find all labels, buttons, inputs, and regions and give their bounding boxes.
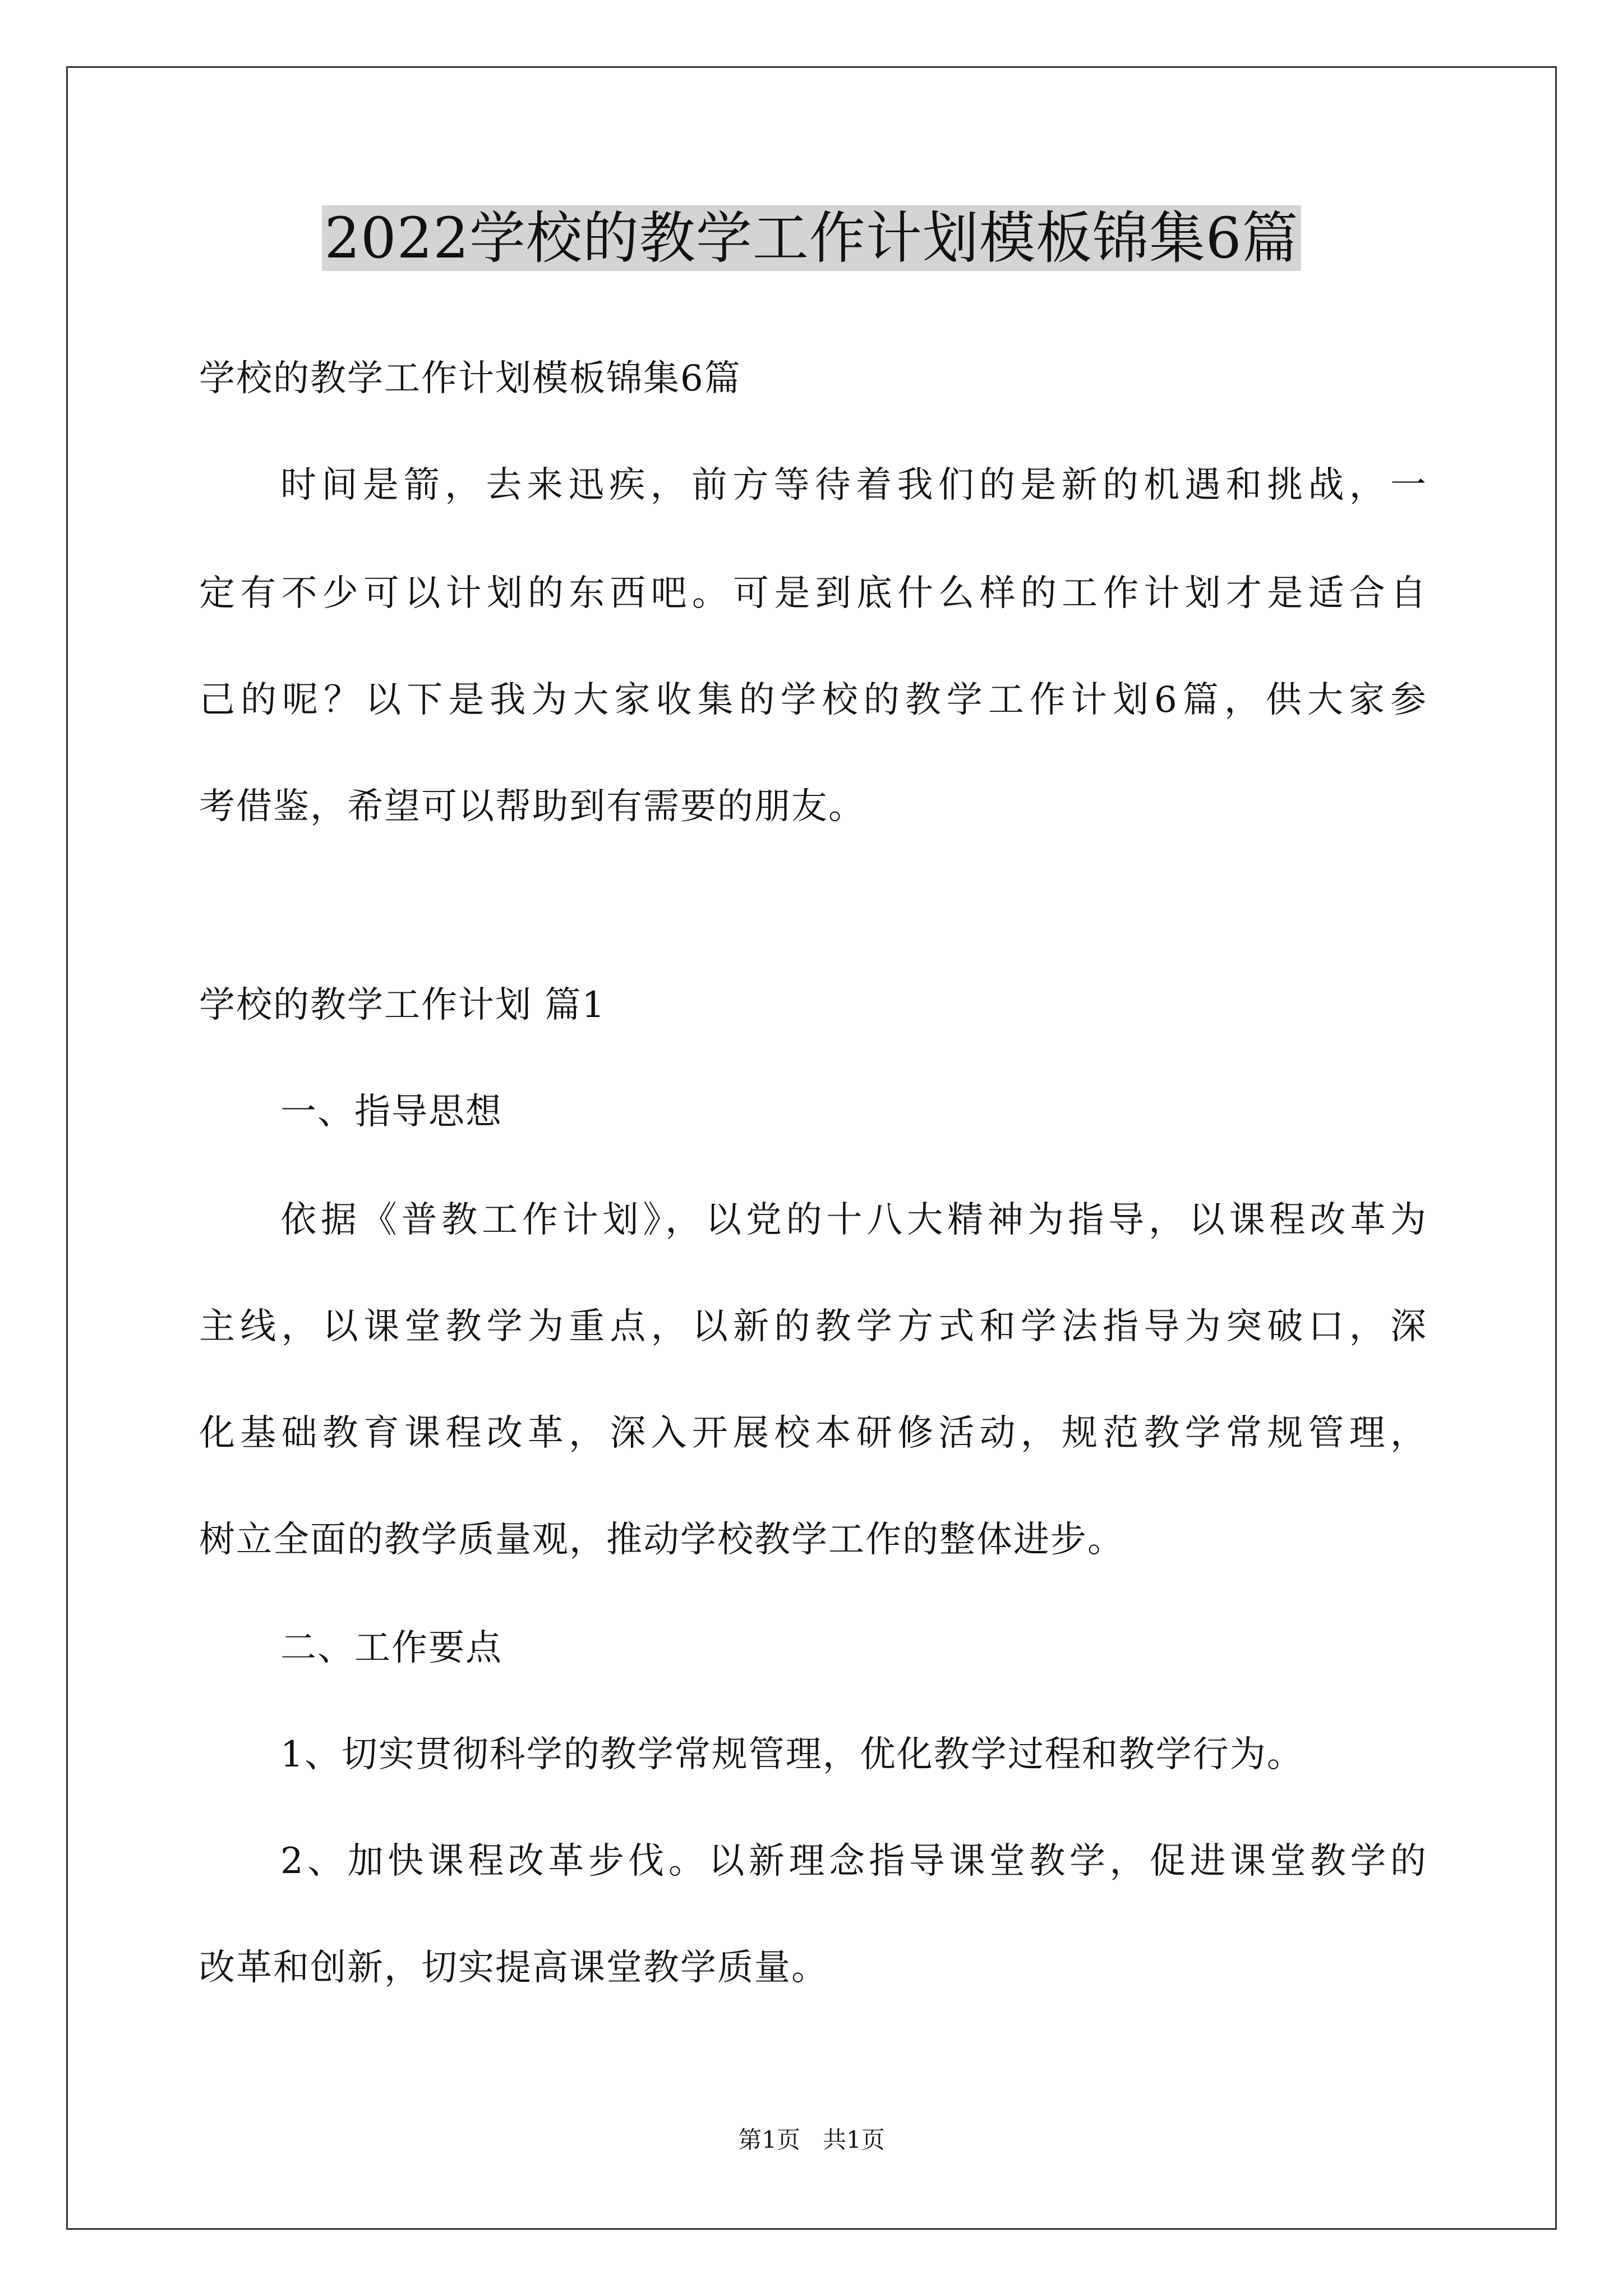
paragraph-1-line-4: 树立全面的教学质量观，推动学校教学工作的整体进步。 (199, 1519, 1124, 1561)
page-number-footer: 第1页 共1页 (738, 2126, 885, 2154)
intro-line-1: 时间是箭，去来迅疾，前方等待着我们的是新的机遇和挑战，一 (280, 464, 1427, 506)
heading-work-points: 二、工作要点 (280, 1627, 502, 1669)
section-heading: 学校的教学工作计划 篇1 (199, 984, 606, 1026)
document-subtitle: 学校的教学工作计划模板锦集6篇 (199, 358, 741, 399)
work-point-2-line-2: 改革和创新，切实提高课堂教学质量。 (199, 1947, 828, 1989)
document-title (0, 199, 1623, 278)
paragraph-1-line-3: 化基础教育课程改革，深入开展校本研修活动，规范教学常规管理， (199, 1412, 1427, 1454)
intro-line-2: 定有不少可以计划的东西吧。可是到底什么样的工作计划才是适合自 (199, 573, 1427, 614)
paragraph-1-line-1: 依据《普教工作计划》，以党的十八大精神为指导，以课程改革为 (280, 1199, 1427, 1241)
heading-guiding-thought: 一、指导思想 (280, 1091, 502, 1133)
work-point-2-line-1: 2、加快课程改革步伐。以新理念指导课堂教学，促进课堂教学的 (280, 1841, 1427, 1882)
intro-line-3: 己的呢？以下是我为大家收集的学校的教学工作计划6篇，供大家参 (199, 679, 1427, 721)
paragraph-1-line-2: 主线，以课堂教学为重点，以新的教学方式和学法指导为突破口，深 (199, 1306, 1427, 1347)
work-point-1: 1、切实贯彻科学的教学常规管理，优化教学过程和教学行为。 (280, 1734, 1304, 1775)
document-title-text: 2022学校的教学工作计划模板锦集6篇 (322, 205, 1301, 271)
intro-line-4: 考借鉴，希望可以帮助到有需要的朋友。 (199, 786, 865, 827)
